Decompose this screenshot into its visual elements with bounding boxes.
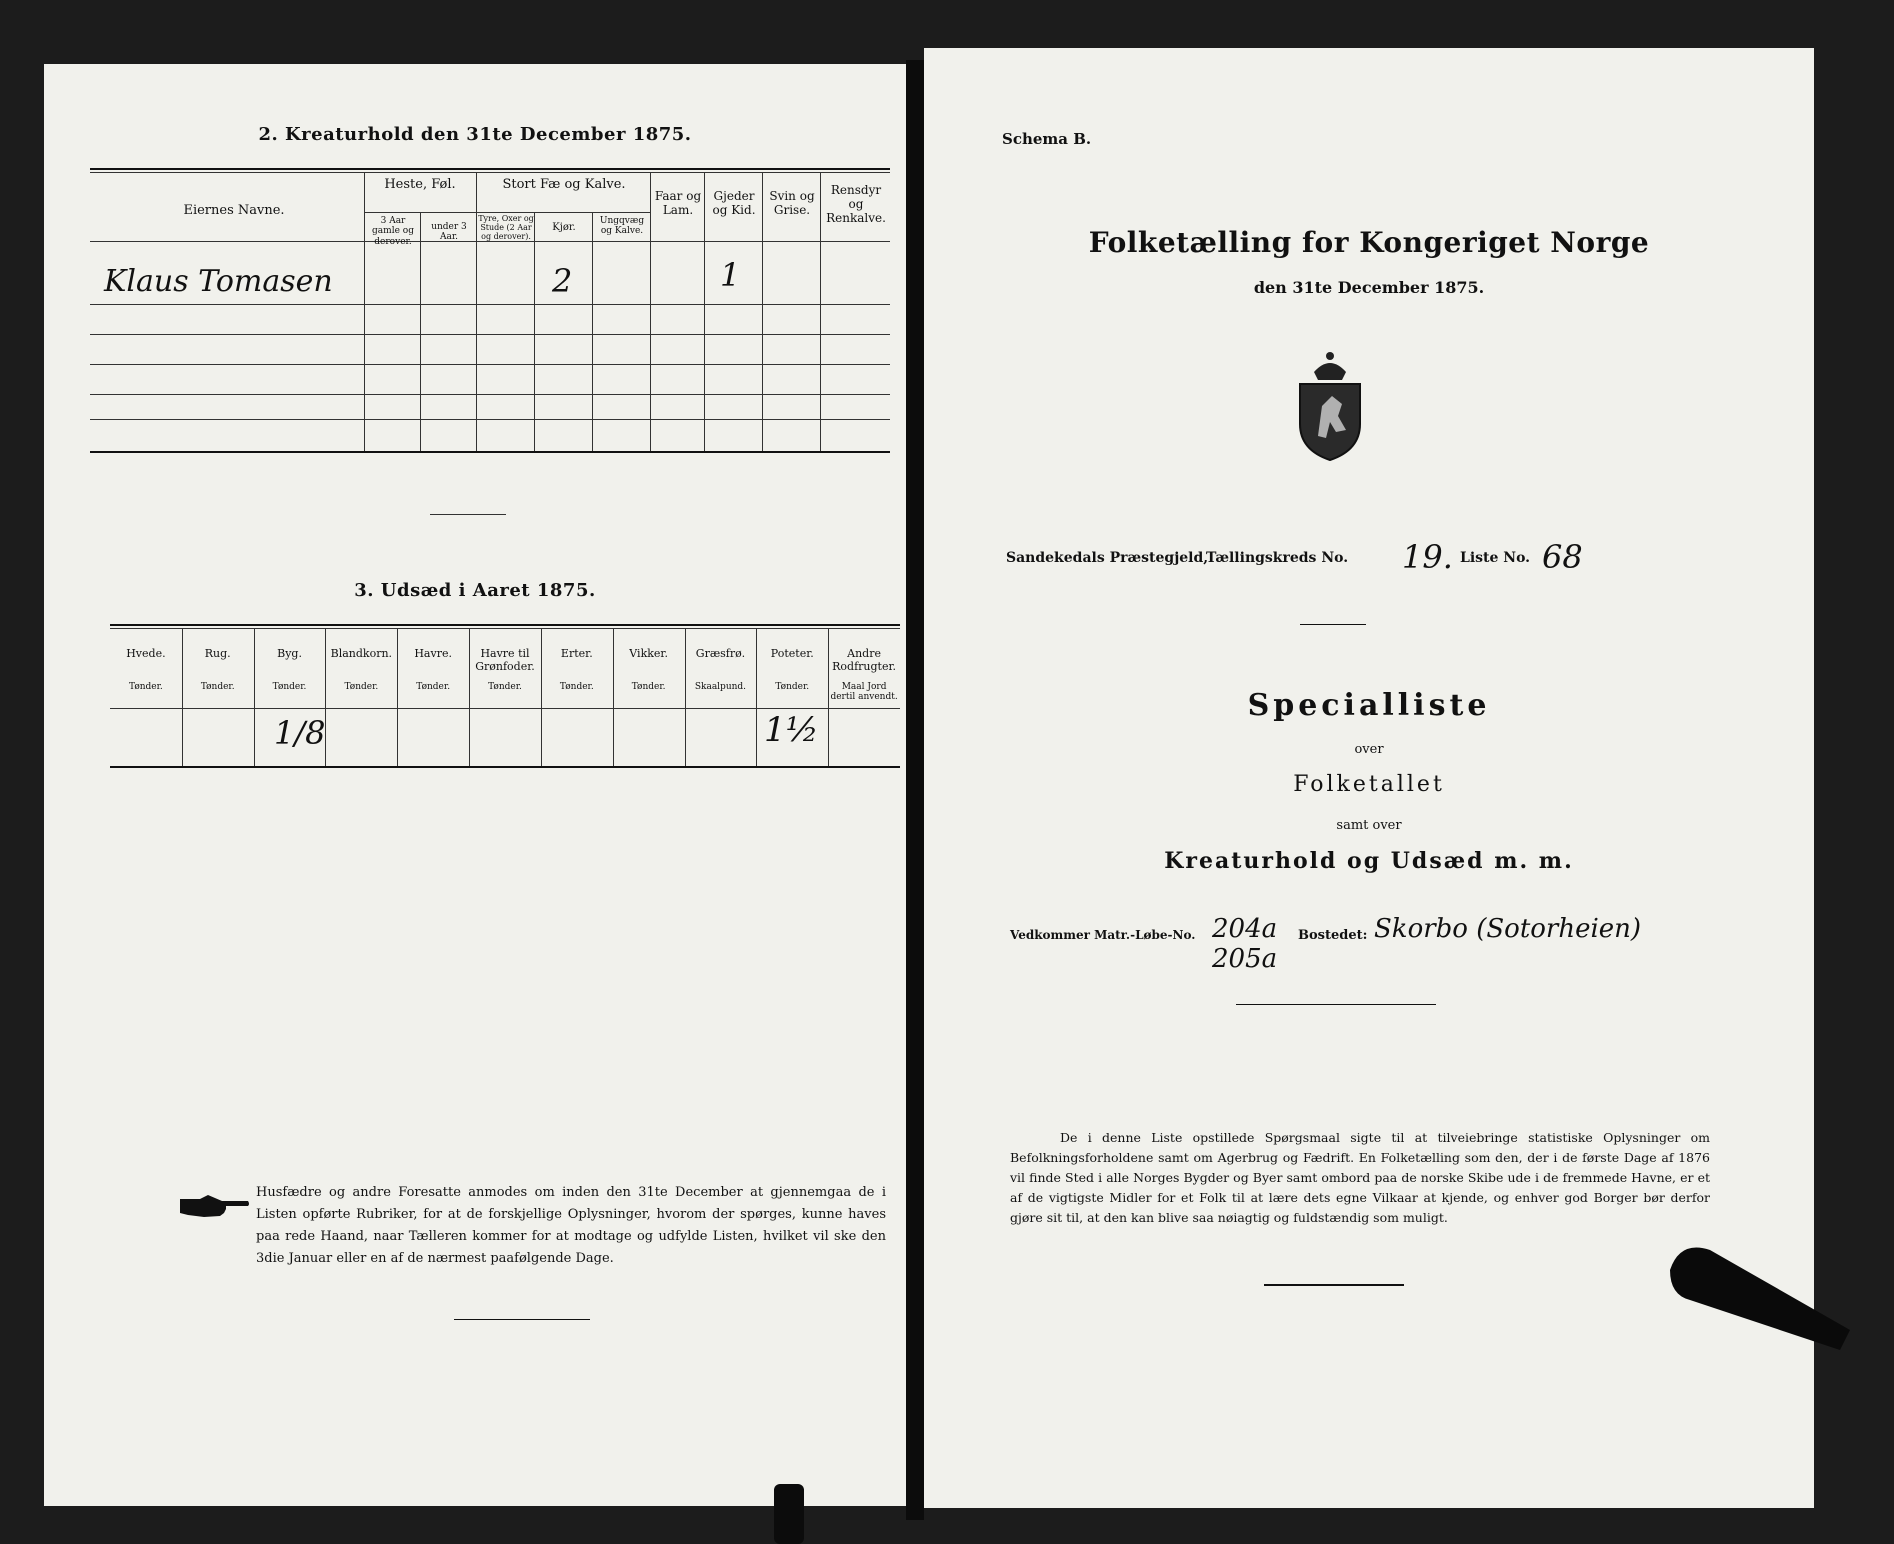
census-date: den 31te December 1875. bbox=[1253, 278, 1485, 297]
section3-col-header: Hvede. bbox=[126, 647, 166, 660]
specialliste-title: Specialliste bbox=[1247, 688, 1491, 723]
section3-col-header: Andre Rodfrugter. bbox=[832, 647, 897, 673]
section3-column-divider bbox=[397, 628, 398, 766]
header-owner-names: Eiernes Navne. bbox=[183, 203, 285, 218]
section3-col-header: Poteter. bbox=[770, 647, 814, 660]
section3-col-header: Byg. bbox=[277, 647, 302, 660]
header-cattle-cows: Kjør. bbox=[552, 222, 576, 233]
section3-col-unit: Tønder. bbox=[559, 682, 594, 692]
section3-col-header: Havre. bbox=[414, 647, 452, 660]
section3-col-unit: Tønder. bbox=[200, 682, 235, 692]
left-page bbox=[44, 64, 909, 1506]
section3-col-header: Erter. bbox=[560, 647, 593, 660]
potatoes-value: 1½ bbox=[764, 710, 819, 750]
header-reindeer: Rensdyr og Renkalve. bbox=[826, 183, 886, 225]
section3-col-unit: Tønder. bbox=[416, 682, 451, 692]
goats-count: 1 bbox=[720, 256, 741, 294]
section3-column-divider bbox=[541, 628, 542, 766]
footer-text: De i denne Liste opstillede Spørgsmaal sigte til at tilveiebringe statistiske Oplysninger om Befolkningsforholdene samt om Agerbrug og Fædrift. En Folketælling som den, der i de første Dage af 1876 vil finde Sted i alle Norges Bygder og Byer samt ombord paa de norske Skibe ude i de fremmede Havne, er et af de vigtigste Midler for et Folk til at lære dets egne Vilkaar at kjende, og enhver god Borger bør derfor gjøre sit til, at den kan blive saa nøiagtig og fuldstændig som muligt. bbox=[1010, 1130, 1710, 1225]
krets-number: 19. bbox=[1402, 538, 1453, 576]
schema-label: Schema B. bbox=[1002, 130, 1092, 148]
liste-label: Liste No. bbox=[1460, 550, 1531, 566]
section3-col-unit: Skaalpund. bbox=[694, 682, 747, 692]
header-goats: Gjeder og Kid. bbox=[712, 189, 756, 217]
section3-col-header: Vikker. bbox=[629, 647, 668, 660]
section3-column-divider bbox=[685, 628, 686, 766]
matr-number-2: 205a bbox=[1212, 944, 1278, 974]
matr-label: Vedkommer Matr.-Løbe-No. bbox=[1010, 928, 1196, 942]
over-text: over bbox=[1354, 742, 1384, 757]
section3-col-header: Havre til Grønfoder. bbox=[475, 647, 535, 673]
krets-label: Tællingskreds No. bbox=[1206, 550, 1349, 566]
folketallet-text: Folketallet bbox=[1293, 772, 1445, 797]
section3-col-unit: Tønder. bbox=[775, 682, 810, 692]
section3-column-divider bbox=[254, 628, 255, 766]
header-cattle-oxen: Tyre, Oxer og Stude (2 Aar og derover). bbox=[478, 214, 534, 242]
section3-col-unit: Tønder. bbox=[272, 682, 307, 692]
owner-name: Klaus Tomasen bbox=[104, 264, 333, 299]
header-cattle: Stort Fæ og Kalve. bbox=[502, 177, 626, 192]
prestegjeld-name: Sandekedals Præstegjeld, bbox=[1006, 550, 1209, 566]
notice-text: Husfædre og andre Foresatte anmodes om inden den 31te December at gjennemgaa de i Listen opførte Rubriker, for at de forskjellige Oplysninger, hvorom der spørges, kunne haves paa rede Haand, naar Tælleren kommer for at modtage og udfylde Listen, hvilket vil ske den 3die Januar eller en af de nærmest paafølgende Dage. bbox=[256, 1185, 886, 1266]
bostedet-label: Bostedet: bbox=[1298, 928, 1368, 943]
section3-col-unit: Maal Jord dertil anvendt. bbox=[830, 682, 898, 703]
section3-col-header: Rug. bbox=[204, 647, 231, 660]
header-cattle-young: Ungqvæg og Kalve. bbox=[599, 216, 645, 237]
bostedet-value: Skorbo (Sotorheien) bbox=[1374, 914, 1642, 944]
census-title: Folketælling for Kongeriget Norge bbox=[1088, 226, 1650, 259]
header-pigs: Svin og Grise. bbox=[769, 189, 815, 217]
samt-over-text: samt over bbox=[1336, 818, 1402, 833]
barley-value: 1/8 bbox=[274, 714, 326, 752]
section3-column-divider bbox=[613, 628, 614, 766]
section3-col-header: Græsfrø. bbox=[695, 647, 746, 660]
pointing-hand-icon bbox=[178, 1191, 250, 1221]
section3-col-unit: Tønder. bbox=[631, 682, 666, 692]
cows-count: 2 bbox=[552, 262, 573, 300]
section3-column-divider bbox=[325, 628, 326, 766]
section3-col-unit: Tønder. bbox=[488, 682, 522, 692]
kreaturhold-title: Kreaturhold og Udsæd m. m. bbox=[1164, 848, 1574, 874]
section3-col-unit: Tønder. bbox=[129, 682, 163, 692]
coat-of-arms-icon bbox=[1292, 346, 1368, 462]
book-binding bbox=[906, 60, 924, 1520]
section3-col-unit: Tønder. bbox=[344, 682, 379, 692]
matr-number-1: 204a bbox=[1212, 914, 1278, 944]
section3-column-divider bbox=[756, 628, 757, 766]
header-horses-under3: under 3 Aar. bbox=[431, 222, 467, 243]
section3-column-divider bbox=[828, 628, 829, 766]
section3-col-header: Blandkorn. bbox=[330, 647, 393, 660]
header-horses-3yr: 3 Aar gamle og derover. bbox=[372, 216, 414, 247]
header-sheep: Faar og Lam. bbox=[654, 189, 702, 217]
liste-number: 68 bbox=[1542, 538, 1583, 576]
section3-column-divider bbox=[182, 628, 183, 766]
header-horses: Heste, Føl. bbox=[384, 177, 456, 192]
section2-title: 2. Kreaturhold den 31te December 1875. bbox=[258, 124, 692, 145]
section3-title: 3. Udsæd i Aaret 1875. bbox=[354, 580, 596, 601]
page-clip bbox=[1670, 1240, 1850, 1350]
section3-column-divider bbox=[469, 628, 470, 766]
